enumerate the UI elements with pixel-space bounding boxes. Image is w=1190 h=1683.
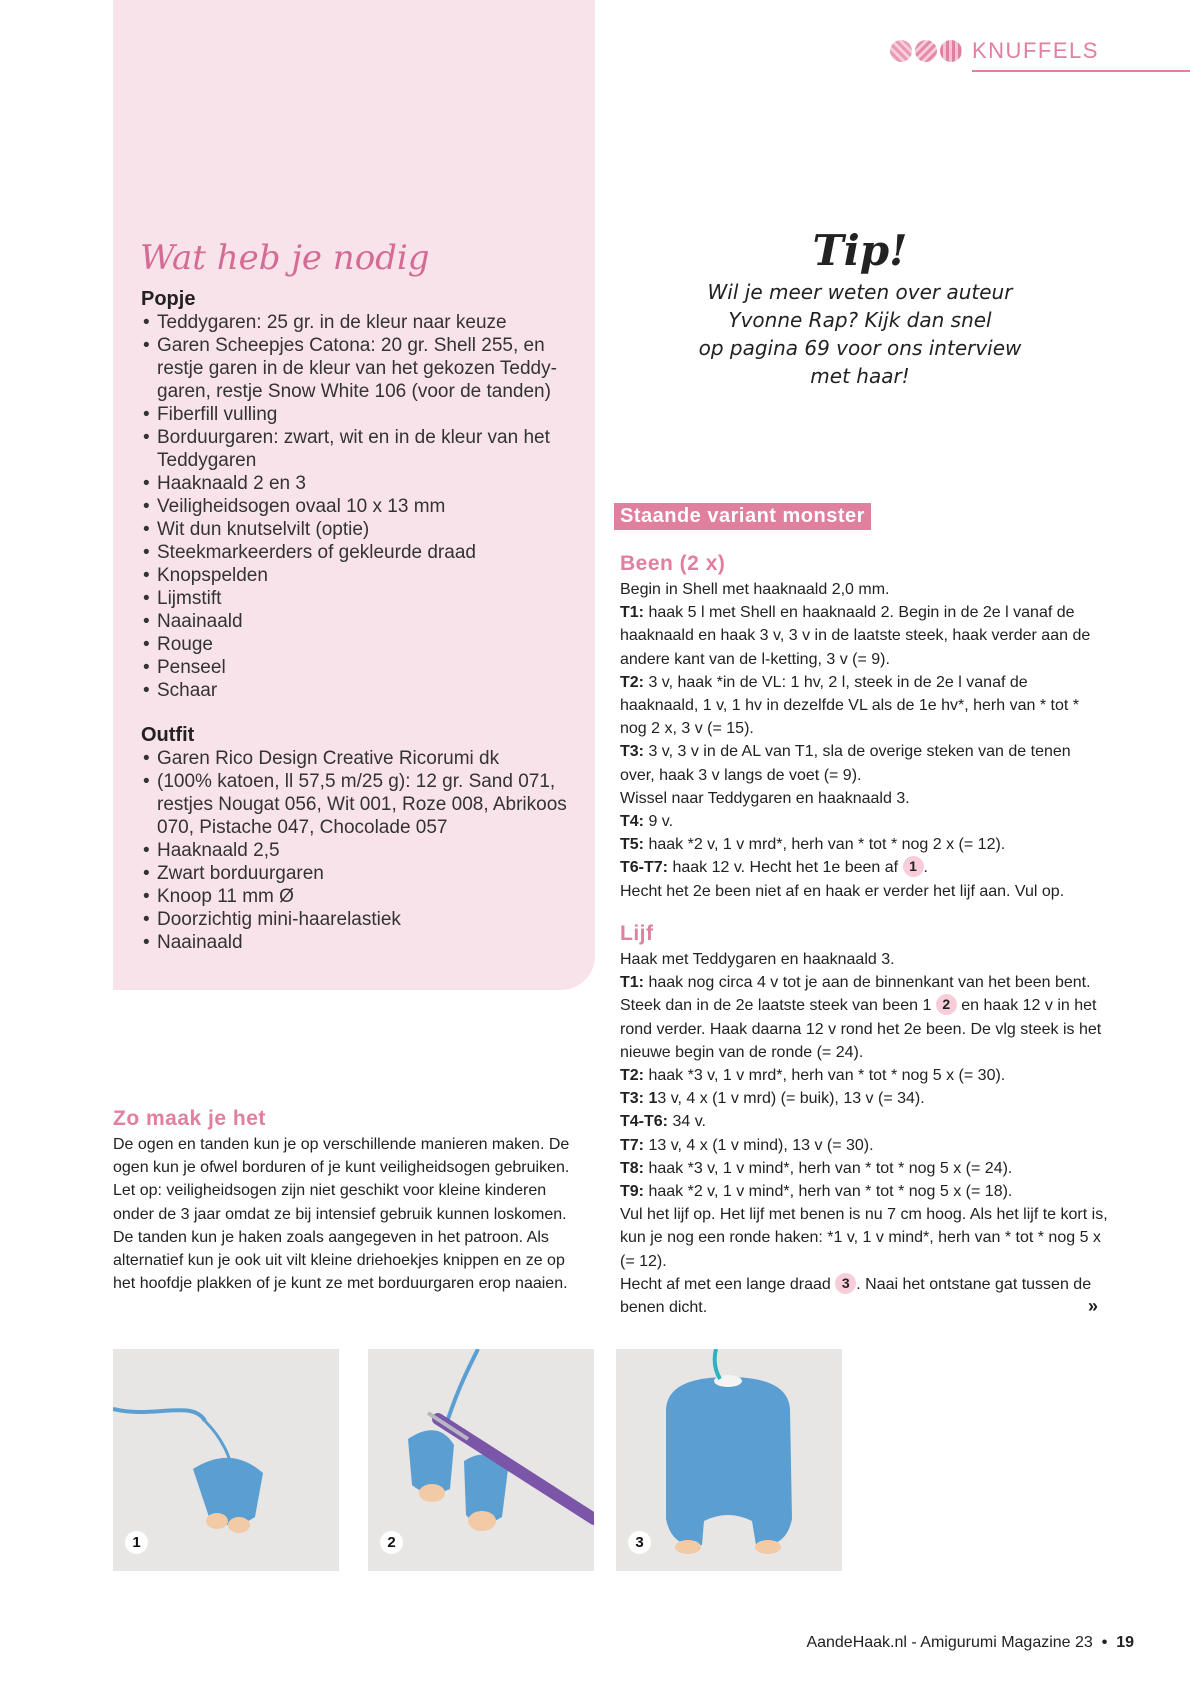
list-item: • Naainaald — [141, 610, 581, 633]
section-header — [890, 36, 1190, 76]
materials-title: Wat heb je nodig — [140, 238, 430, 278]
page-footer — [806, 1634, 1134, 1652]
photo-marker-1: 1 — [903, 856, 924, 877]
tip-title: Tip! — [812, 226, 908, 275]
list-item: • Doorzichtig mini-haarelastiek — [141, 908, 581, 931]
list-item: • Knopspelden — [141, 564, 581, 587]
step-photo-1 — [113, 1349, 339, 1571]
list-item: • Penseel — [141, 656, 581, 679]
continue-arrow-icon: » — [1088, 1296, 1099, 1316]
list-item: • Haaknaald 2 en 3 — [141, 472, 581, 495]
header-rule — [972, 70, 1190, 72]
footer-bullet: • — [1101, 1634, 1108, 1651]
list-item: • Borduurgaren: zwart, wit en in de kleur van het Teddygaren — [141, 426, 581, 472]
photo-marker-2: 2 — [936, 994, 957, 1015]
list-item: • Zwart borduurgaren — [141, 862, 581, 885]
list-item: • Steekmarkeerders of gekleurde draad — [141, 541, 581, 564]
yarn-balls-icon — [890, 40, 965, 62]
tip-text: Wil je meer weten over auteur Yvonne Rap? Kijk dan snel op pagina 69 voor ons interview met haar! — [698, 280, 1022, 388]
photo-number-badge: 1 — [125, 1531, 148, 1554]
step-photo-2 — [368, 1349, 594, 1571]
list-item: • Teddygaren: 25 gr. in de kleur naar keuze — [141, 311, 581, 334]
page-number: 19 — [1116, 1634, 1134, 1651]
list-item: • Wit dun knutselvilt (optie) — [141, 518, 581, 541]
photo-number-badge: 2 — [380, 1531, 403, 1554]
footer-site: AandeHaak.nl - Amigurumi Magazine 23 — [806, 1634, 1093, 1651]
outfit-list — [141, 747, 581, 954]
list-item: • Garen Scheepjes Catona: 20 gr. Shell 255, en restje garen in de kleur van het gekozen Teddy-garen, restje Snow White 106 (voor de tanden) — [141, 334, 581, 403]
howto-text: De ogen en tanden kun je op verschillende manieren maken. De ogen kun je ofwel borduren of je kunt veiligheidsogen gebruiken. Let op: veiligheidsogen zijn niet geschikt voor kleine kinderen onder de 3 jaar omdat ze bij intensief gebruik kunnen loskomen. De tanden kun je haken zoals aangegeven in het patroon. Als alternatief kun je ook uit vilt kleine driehoekjes knippen en ze op het hoofdje plakken of je kunt ze met borduurgaren erop naaien. — [113, 1136, 570, 1293]
lijf-instructions: Haak met Teddygaren en haaknaald 3. T1: haak nog circa 4 v tot je aan de binnenkant van het been bent. Steek dan in de 2e laatste steek van been 1 2 en haak 12 v in het rond verder. Haak daarna 12 v rond het 2e been. De vlg steek is het nieuwe begin van de ronde (= 24). T2: haak *3 v, 1 v mrd*, herh van * tot * nog 5 x (= 30). T3: 13 v, 4 x (1 v mrd) (= buik), 13 v (= 34). T4-T6: 34 v. T7: 13 v, 4 x (1 v mind), 13 v (= 30). T8: haak *3 v, 1 v mind*, herh van * tot * nog 5 x (= 24). T9: haak *2 v, 1 v mind*, herh van * tot * nog 5 x (= 18). Vul het lijf op. Het lijf met benen is nu 7 cm hoog. Als het lijf te kort is, kun je nog een ronde haken: *1 v, 1 v mind*, herh van * tot * nog 5 x (= 12). Hecht af met een lange draad 3 . Naai het ontstane gat tussen de benen dicht. — [620, 951, 1108, 1317]
list-item: • Garen Rico Design Creative Ricorumi dk — [141, 747, 581, 770]
list-item: • Schaar — [141, 679, 581, 702]
list-item: • Fiberfill vulling — [141, 403, 581, 426]
list-item: • Rouge — [141, 633, 581, 656]
list-item: • Naainaald — [141, 931, 581, 954]
photo-marker-3: 3 — [835, 1273, 856, 1294]
outfit-heading: Outfit — [141, 724, 195, 746]
list-item: • (100% katoen, ll 57,5 m/25 g): 12 gr. Sand 071, restjes Nougat 056, Wit 001, Roze 008, Abrikoos 070, Pistache 047, Chocolade 057 — [141, 770, 581, 839]
list-item: • Lijmstift — [141, 587, 581, 610]
popje-list — [141, 311, 581, 702]
list-item: • Veiligheidsogen ovaal 10 x 13 mm — [141, 495, 581, 518]
been-instructions: Begin in Shell met haaknaald 2,0 mm. T1: haak 5 l met Shell en haaknaald 2. Begin in de 2e l vanaf de haaknaald en haak 3 v, 3 v in de laatste steek, haak verder aan de andere kant van de l-ketting, 3 v (= 9). T2: 3 v, haak *in de VL: 1 hv, 2 l, steek in de 2e l vanaf de haaknaald, 1 v, 1 hv in dezelfde VL als de 1e hv*, herh van * tot * nog 2 x, 3 v (= 15). T3: 3 v, 3 v in de AL van T1, sla de overige steken van de tenen over, haak 3 v langs de voet (= 9). Wissel naar Teddygaren en haaknaald 3. T4: 9 v. T5: haak *2 v, 1 v mrd*, herh van * tot * nog 2 x (= 12). T6-T7: haak 12 v. Hecht het 1e been af 1 . Hecht het 2e been niet af en haak er verder het lijf aan. Vul op. — [620, 581, 1091, 900]
list-item: • Knoop 11 mm Ø — [141, 885, 581, 908]
been-heading: Been (2 x) — [620, 552, 726, 575]
section-title: KNUFFELS — [972, 38, 1099, 63]
list-item: • Haaknaald 2,5 — [141, 839, 581, 862]
howto-heading: Zo maak je het — [113, 1107, 266, 1130]
step-photo-3 — [616, 1349, 842, 1571]
popje-heading: Popje — [141, 288, 196, 310]
photo-number-badge: 3 — [628, 1531, 651, 1554]
lijf-heading: Lijf — [620, 922, 654, 945]
section-label: Staande variant monster — [614, 503, 871, 530]
